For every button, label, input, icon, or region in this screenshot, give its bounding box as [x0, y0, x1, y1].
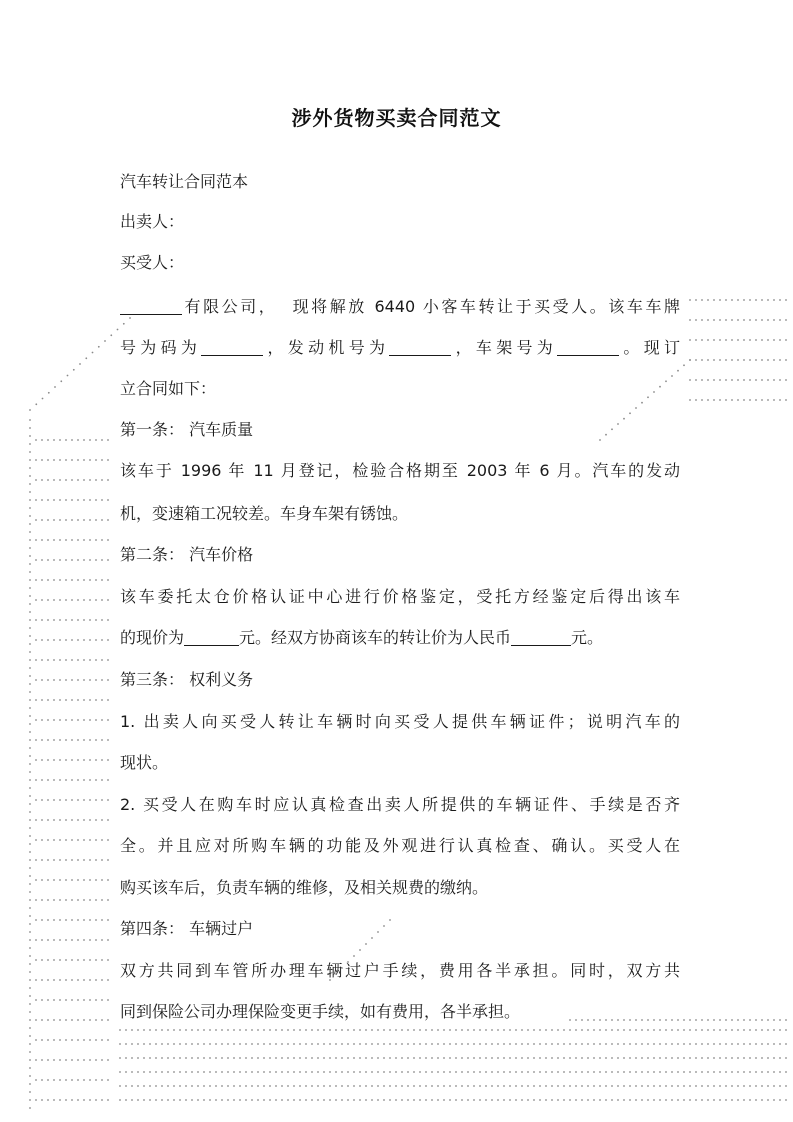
article3-item1-line1: 1. 出卖人向买受人转让车辆时向买受人提供车辆证件；说明汽车的 — [120, 712, 680, 731]
seller-label: 出卖人： — [120, 212, 185, 231]
article4-line2: 同到保险公司办理保险变更手续，如有费用，各半承担。 — [120, 1002, 521, 1021]
engine-label: ，发动机号为 — [263, 338, 390, 357]
document-title: 涉外货物买卖合同范文 — [291, 106, 502, 130]
article4-line1: 双方共同到车管所办理车辆过户手续，费用各半承担。同时，双方共 — [120, 961, 680, 980]
intro-line-2 — [120, 337, 680, 359]
intro-line-1 — [120, 296, 680, 318]
article3-item2-line1: 2. 买受人在购车时应认真检查出卖人所提供的车辆证件、手续是否齐 — [120, 795, 680, 814]
article3-item2-line2: 全。并且应对所购车辆的功能及外观进行认真检查、确认。买受人在 — [120, 836, 680, 855]
engine-blank — [389, 339, 451, 356]
intro-line-3: 立合同如下： — [120, 379, 217, 398]
buyer-label: 买受人： — [120, 253, 185, 272]
article1-heading: 第一条： 汽车质量 — [120, 420, 254, 439]
article4-heading: 第四条： 车辆过户 — [120, 919, 254, 938]
article1-line1: 该车于 1996 年 11 月登记，检验合格期至 2003 年 6 月。汽车的发动 — [120, 461, 680, 480]
plate-prefix: 号为码为 — [120, 338, 202, 357]
price-mid: 元。经双方协商该车的转让价为人民币 — [239, 628, 512, 647]
article2-line1: 该车委托太仓价格认证中心进行价格鉴定，受托方经鉴定后得出该车 — [120, 587, 680, 606]
now-text: 。现订 — [619, 338, 680, 357]
article3-item1-line2: 现状。 — [120, 753, 169, 772]
price-suffix: 元。 — [571, 628, 604, 647]
intro-text: 现将解放 6440 小客车转让于买受人。该车车牌 — [292, 297, 680, 316]
appraised-price-blank — [184, 629, 239, 646]
plate-blank — [201, 339, 263, 356]
transfer-price-blank — [511, 629, 571, 646]
company-suffix: 有限公司， — [182, 297, 278, 316]
price-prefix: 的现价为 — [120, 628, 185, 647]
article1-line2: 机，变速箱工况较差。车身车架有锈蚀。 — [120, 504, 409, 523]
article2-line2 — [120, 627, 680, 649]
article2-heading: 第二条： 汽车价格 — [120, 545, 254, 564]
document-subtitle: 汽车转让合同范本 — [120, 172, 249, 191]
article3-item2-line3: 购买该车后，负责车辆的维修，及相关规费的缴纳。 — [120, 878, 489, 897]
company-blank — [120, 298, 182, 315]
frame-label: ，车架号为 — [451, 338, 558, 357]
article3-heading: 第三条： 权利义务 — [120, 670, 254, 689]
frame-blank — [557, 339, 619, 356]
